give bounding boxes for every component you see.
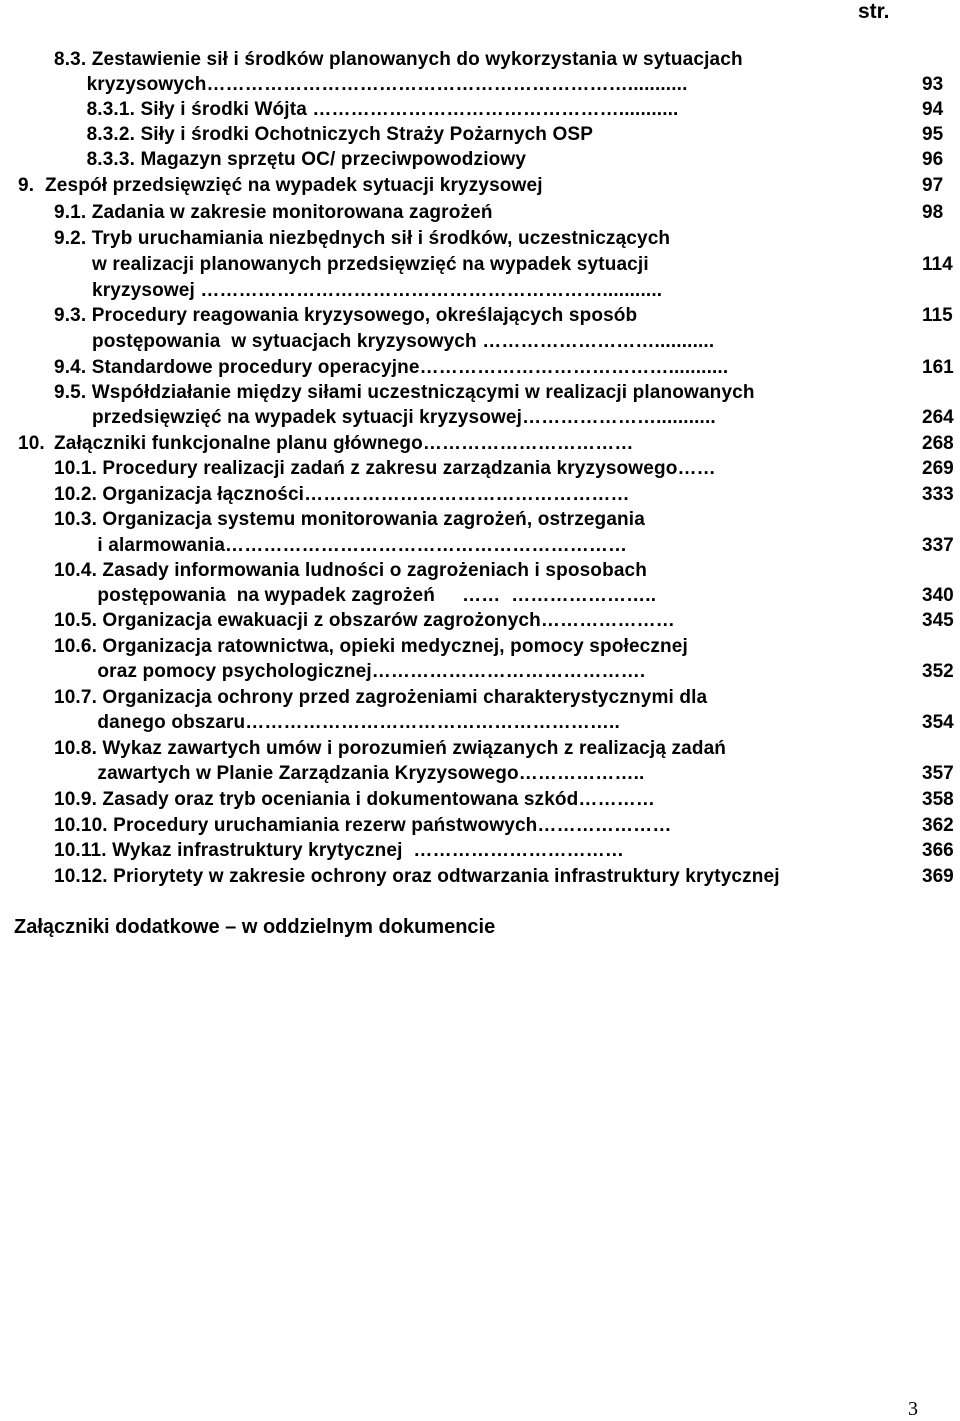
toc-page-number: 354: [922, 712, 954, 733]
toc-page-number: 93: [922, 74, 944, 95]
toc-page-number: 352: [922, 661, 954, 682]
toc-entry-text: 9.2. Tryb uruchamiania niezbędnych sił i środków, uczestniczących: [54, 228, 671, 249]
toc-page-number: 333: [922, 484, 954, 505]
toc-entry-text: kryzysowej ………………………………………………………...........: [54, 280, 663, 301]
toc-entry-text: kryzysowych…………………………………………………………...........: [54, 74, 688, 95]
toc-entry-text: 10.9. Zasady oraz tryb oceniania i dokumentowana szkód…………: [54, 789, 656, 810]
toc-entry-text: 10.2. Organizacja łączności……………………………………………: [54, 484, 630, 505]
toc-entry-text: 8.3. Zestawienie sił i środków planowanych do wykorzystania w sytuacjach: [54, 49, 743, 70]
toc-page-number: 115: [922, 305, 953, 326]
toc-page-number: 268: [922, 433, 954, 454]
toc-entry-text: 10.10. Procedury uruchamiania rezerw państwowych…………………: [54, 815, 672, 836]
toc-entry-text: 10.7. Organizacja ochrony przed zagrożeniami charakterystycznymi dla: [54, 687, 708, 708]
toc-entry-text: Załączniki funkcjonalne planu głównego……………………………: [54, 433, 634, 454]
toc-page-number: 264: [922, 407, 954, 428]
toc-page-number: 362: [922, 815, 954, 836]
toc-entry-text: 10.6. Organizacja ratownictwa, opieki medycznej, pomocy społecznej: [54, 636, 688, 657]
toc-page-number: 369: [922, 866, 954, 887]
toc-entry-text: postępowania na wypadek zagrożeń …… …………………..: [54, 585, 657, 606]
toc-page-number: 95: [922, 124, 944, 145]
toc-page-number: 94: [922, 99, 944, 120]
toc-entry-text: 10.3. Organizacja systemu monitorowania zagrożeń, ostrzegania: [54, 509, 645, 530]
toc-entry-text: zawartych w Planie Zarządzania Kryzysowego………………..: [54, 763, 645, 784]
toc-page-number: 366: [922, 840, 954, 861]
toc-entry-text: przedsięwzięć na wypadek sytuacji kryzysowej…………………...........: [54, 407, 716, 428]
toc-entry-text: postępowania w sytuacjach kryzysowych ………………………...........: [54, 331, 715, 352]
toc-entry-text: 10.4. Zasady informowania ludności o zagrożeniach i sposobach: [54, 560, 648, 581]
toc-page-number: 97: [922, 175, 944, 196]
page-column-label: str.: [858, 0, 890, 23]
toc-entry-text: 10.12. Priorytety w zakresie ochrony oraz odtwarzania infrastruktury krytycznej: [54, 866, 780, 887]
toc-entry-text: 8.3.2. Siły i środki Ochotniczych Straży Pożarnych OSP: [54, 124, 594, 145]
toc-page-number: 358: [922, 789, 954, 810]
toc-entry-text: w realizacji planowanych przedsięwzięć na wypadek sytuacji: [54, 254, 649, 275]
toc-page-number: 269: [922, 458, 954, 479]
toc-entry-text: 9.1. Zadania w zakresie monitorowana zagrożeń: [54, 202, 493, 223]
toc-section-number: 10.: [18, 433, 45, 454]
toc-entry-text: 8.3.1. Siły i środki Wójta …………………………………………...........: [54, 99, 679, 120]
page-number: 3: [908, 1398, 918, 1420]
toc-entry-text: 9.3. Procedury reagowania kryzysowego, określających sposób: [54, 305, 638, 326]
toc-page-number: 340: [922, 585, 954, 606]
toc-entry-text: 8.3.3. Magazyn sprzętu OC/ przeciwpowodziowy: [54, 149, 527, 170]
toc-entry-text: 10.5. Organizacja ewakuacji z obszarów zagrożonych…………………: [54, 610, 675, 631]
toc-page-number: 96: [922, 149, 944, 170]
toc-entry-text: oraz pomocy psychologicznej…………………………………….: [54, 661, 646, 682]
toc-entry-text: danego obszaru…………………………………………………..: [54, 712, 620, 733]
toc-entry-text: 9.4. Standardowe procedury operacyjne…………………………………...........: [54, 357, 729, 378]
toc-page-number: 161: [922, 357, 954, 378]
toc-page-number: 337: [922, 535, 954, 556]
additional-attachments-note: Załączniki dodatkowe – w oddzielnym dokumencie: [14, 916, 496, 938]
toc-entry-text: i alarmowania………………………………………………………: [54, 535, 628, 556]
toc-entry-text: 10.8. Wykaz zawartych umów i porozumień związanych z realizacją zadań: [54, 738, 727, 759]
toc-page-number: 357: [922, 763, 954, 784]
toc-page-number: 345: [922, 610, 954, 631]
toc-entry-text: 9. Zespół przedsięwzięć na wypadek sytuacji kryzysowej: [18, 175, 543, 196]
toc-entry-text: 9.5. Współdziałanie między siłami uczestniczącymi w realizacji planowanych: [54, 382, 755, 403]
toc-page-number: 98: [922, 202, 944, 223]
toc-entry-text: 10.1. Procedury realizacji zadań z zakresu zarządzania kryzysowego……: [54, 458, 716, 479]
toc-entry-text: 10.11. Wykaz infrastruktury krytycznej ……………………………: [54, 840, 625, 861]
toc-page-number: 114: [922, 254, 953, 275]
